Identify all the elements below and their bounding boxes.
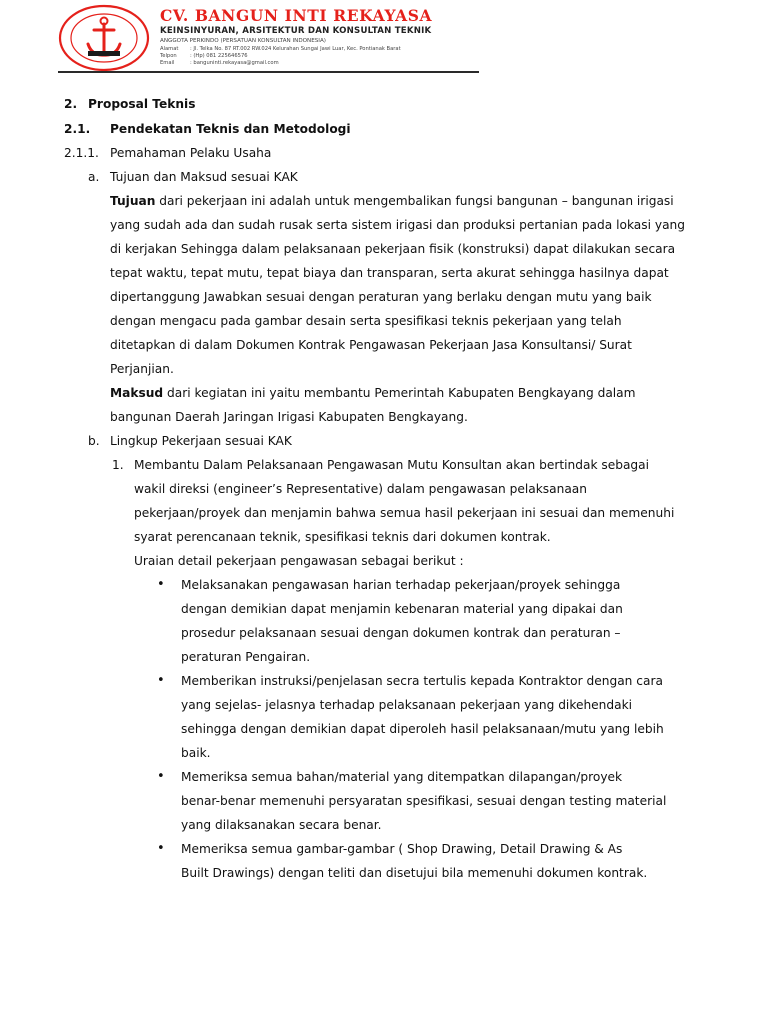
section-2-title: Proposal Teknis (88, 97, 196, 111)
bullet-2-line-4: baik. (181, 746, 211, 760)
phone-label: Telpon (160, 53, 177, 59)
bullet-2-line-1: Memberikan instruksi/penjelasan secra tertulis kepada Kontraktor dengan cara (181, 674, 663, 688)
subsection-a-marker: a. (88, 170, 100, 184)
email-row (160, 60, 279, 66)
company-name: CV. BANGUN INTI REKAYASA (160, 6, 433, 25)
bullet-marker: • (157, 673, 165, 688)
tujuan-line-2: yang sudah ada dan sudah rusak serta sistem irigasi dan produksi pertanian pada lokasi yang (110, 218, 686, 232)
section-2-1-1-number: 2.1.1. (64, 146, 99, 160)
tujuan-line-6: dengan mengacu pada gambar desain serta spesifikasi teknis pekerjaan yang telah (110, 314, 622, 328)
bullet-marker: • (157, 841, 165, 856)
tujuan-line-4: tepat waktu, tepat mutu, tepat biaya dan transparan, serta akurat sehingga hasilnya dapat (110, 266, 669, 280)
maksud-line-1-text: dari kegiatan ini yaitu membantu Pemerintah Kabupaten Bengkayang dalam (163, 386, 636, 400)
tujuan-label: Tujuan (110, 194, 156, 208)
letterhead-divider (58, 71, 479, 73)
address-value: : Jl. Telka No. 87 RT.002 RW.024 Kelurahan Sungai Jawi Luar, Kec. Pontianak Barat (190, 46, 401, 52)
letterhead (58, 4, 480, 72)
bullet-4-line-2: Built Drawings) dengan teliti dan disetujui bila memenuhi dokumen kontrak. (181, 866, 648, 880)
bullet-2-line-2: yang sejelas- jelasnya terhadap pelaksanaan pekerjaan yang dikehendaki (181, 698, 633, 712)
section-2-1-number: 2.1. (64, 122, 91, 136)
maksud-line-1 (110, 385, 636, 401)
company-logo-anchor-icon (58, 4, 150, 72)
phone-row (160, 53, 248, 59)
address-row (160, 46, 401, 52)
bullet-1-line-2: dengan demikian dapat menjamin kebenaran material yang dipakai dan (181, 602, 623, 616)
bullet-4-line-1: Memeriksa semua gambar-gambar ( Shop Drawing, Detail Drawing & As (181, 842, 623, 856)
bullet-3-line-1: Memeriksa semua bahan/material yang ditempatkan dilapangan/proyek (181, 770, 623, 784)
tujuan-line-8: Perjanjian. (110, 362, 174, 376)
tujuan-line-1 (110, 193, 674, 209)
company-subtitle: KEINSINYURAN, ARSITEKTUR DAN KONSULTAN TEKNIK (160, 26, 432, 36)
subsection-b-marker: b. (88, 434, 100, 448)
item-1-line-2: wakil direksi (engineer’s Representative) dalam pengawasan pelaksanaan (134, 482, 587, 496)
email-label: Email (160, 60, 175, 66)
bullet-1-line-1: Melaksanakan pengawasan harian terhadap pekerjaan/proyek sehingga (181, 578, 621, 592)
tujuan-line-1-text: dari pekerjaan ini adalah untuk mengembalikan fungsi bangunan – bangunan irigasi (155, 194, 674, 208)
company-association: ANGGOTA PERKINDO (PERSATUAN KONSULTAN INDONESIA) (160, 38, 326, 44)
maksud-line-2: bangunan Daerah Jaringan Irigasi Kabupaten Bengkayang. (110, 410, 468, 424)
item-1-number: 1. (112, 458, 124, 472)
uraian-line: Uraian detail pekerjaan pengawasan sebagai berikut : (134, 554, 464, 568)
maksud-label: Maksud (110, 386, 164, 400)
phone-value: : (Hp) 081 225646576 (190, 53, 248, 59)
tujuan-line-7: ditetapkan di dalam Dokumen Kontrak Pengawasan Pekerjaan Jasa Konsultansi/ Surat (110, 338, 632, 352)
bullet-2-line-3: sehingga dengan demikian dapat diperoleh hasil pelaksanaan/mutu yang lebih (181, 722, 664, 736)
bullet-marker: • (157, 577, 165, 592)
bullet-marker: • (157, 769, 165, 784)
item-1-line-4: syarat perencanaan teknik, spesifikasi teknis dari dokumen kontrak. (134, 530, 551, 544)
subsection-b-title: Lingkup Pekerjaan sesuai KAK (110, 434, 292, 448)
address-label: Alamat (160, 46, 179, 52)
section-2-1-title: Pendekatan Teknis dan Metodologi (110, 122, 351, 136)
tujuan-line-5: dipertanggung Jawabkan sesuai dengan peraturan yang berlaku dengan mutu yang baik (110, 290, 652, 304)
bullet-1-line-4: peraturan Pengairan. (181, 650, 311, 664)
section-2-1-1-title: Pemahaman Pelaku Usaha (110, 146, 272, 160)
email-value: : banguninti.rekayasa@gmail.com (190, 60, 279, 66)
bullet-3-line-2: benar-benar memenuhi persyaratan spesifikasi, sesuai dengan testing material (181, 794, 667, 808)
section-2-number: 2. (64, 97, 78, 111)
tujuan-line-3: di kerjakan Sehingga dalam pelaksanaan pekerjaan fisik (konstruksi) dapat dilakukan secara (110, 242, 676, 256)
subsection-a-title: Tujuan dan Maksud sesuai KAK (110, 170, 298, 184)
item-1-line-1: Membantu Dalam Pelaksanaan Pengawasan Mutu Konsultan akan bertindak sebagai (134, 458, 650, 472)
bullet-1-line-3: prosedur pelaksanaan sesuai dengan dokumen kontrak dan peraturan – (181, 626, 621, 640)
bullet-3-line-3: yang dilaksanakan secara benar. (181, 818, 382, 832)
item-1-line-3: pekerjaan/proyek dan menjamin bahwa semua hasil pekerjaan ini sesuai dan memenuhi (134, 506, 675, 520)
